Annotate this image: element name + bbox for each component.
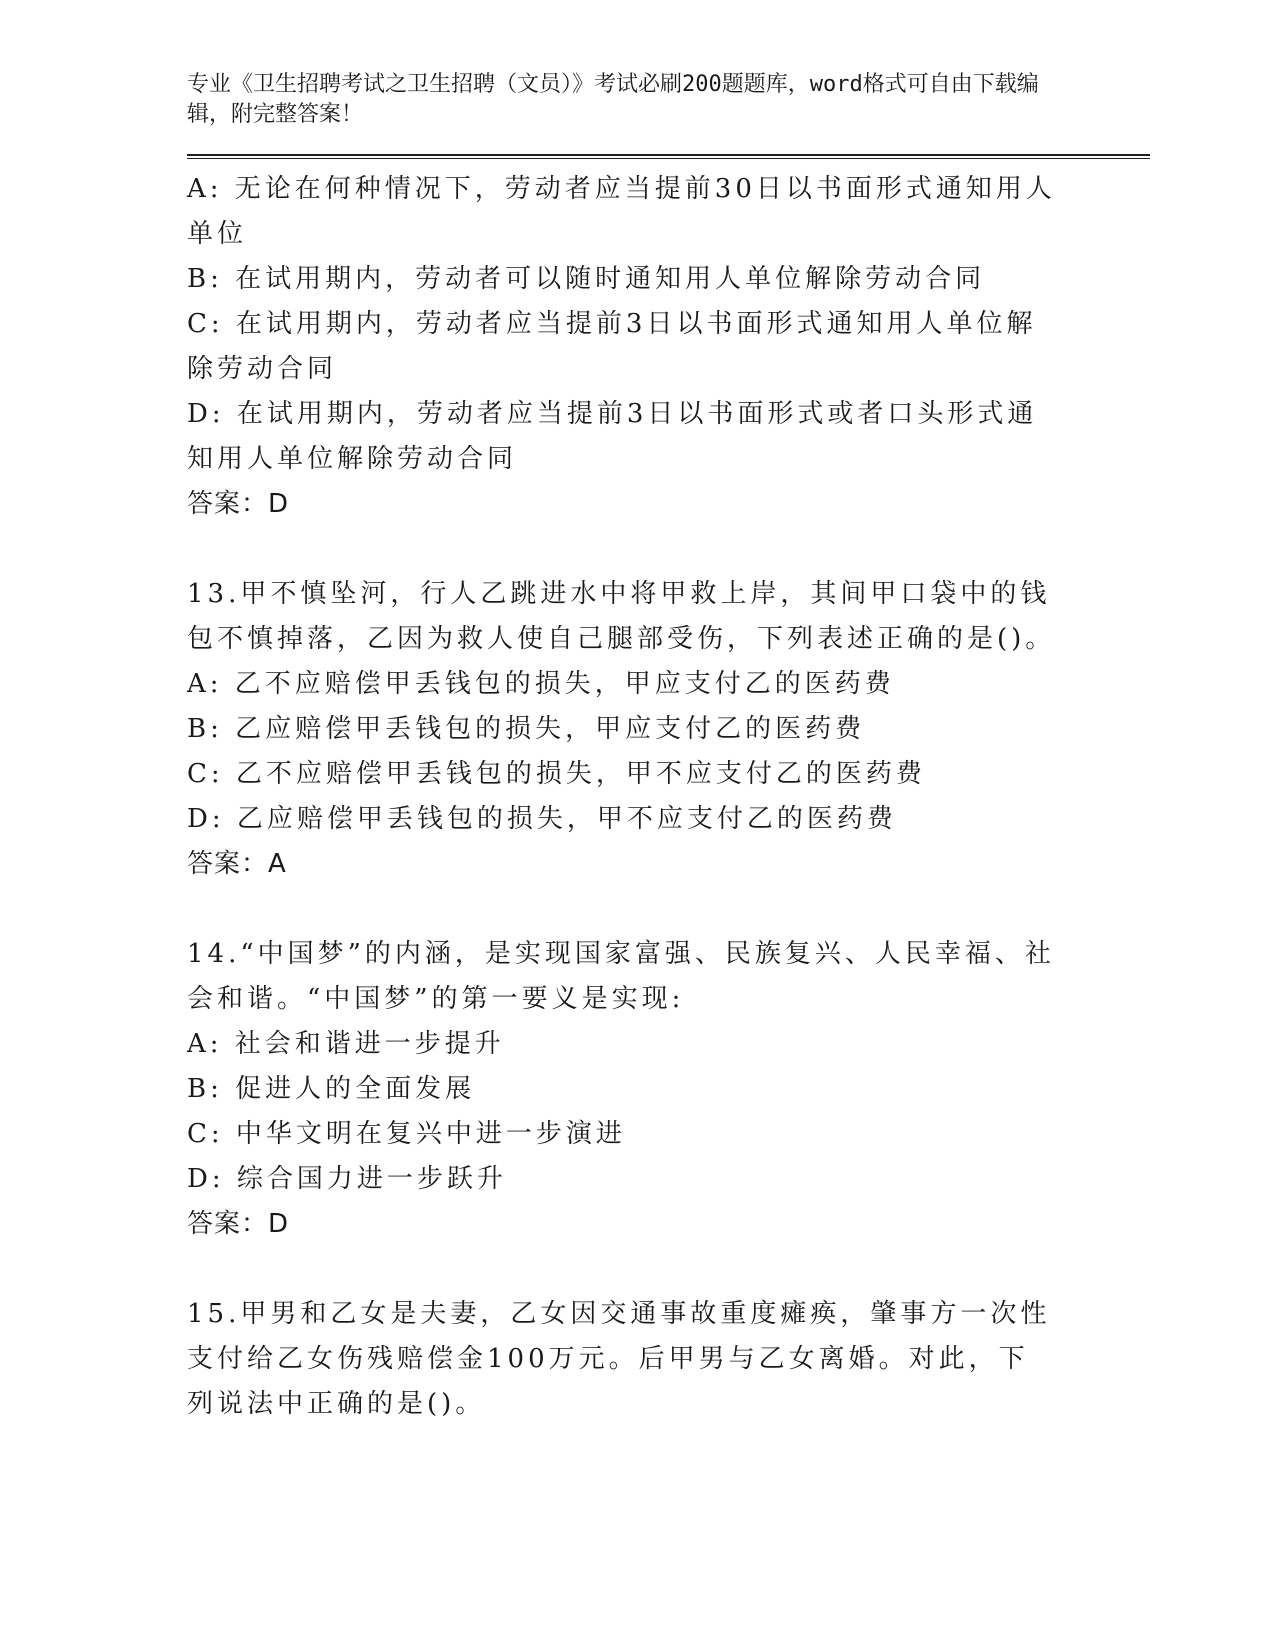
question-text: 13.甲不慎坠河，行人乙跳进水中将甲救上岸，其间甲口袋中的钱包不慎掉落，乙因为救人使自己腿部受伤，下列表述正确的是()。: [187, 579, 1056, 654]
question-13: [187, 572, 1057, 887]
answer: 答案：D: [187, 1209, 290, 1239]
question-14: [187, 932, 1057, 1247]
spacer: [187, 527, 1057, 572]
option-c: C: 在试用期内，劳动者应当提前3日以书面形式通知用人单位解除劳动合同: [187, 309, 1037, 384]
option-a: A: 乙不应赔偿甲丢钱包的损失，甲应支付乙的医药费: [187, 669, 895, 699]
answer: 答案：A: [187, 849, 287, 879]
option-a: A: 社会和谐进一步提升: [187, 1029, 505, 1059]
option-b: B: 乙应赔偿甲丢钱包的损失，甲应支付乙的医药费: [187, 714, 866, 744]
option-b: B: 在试用期内，劳动者可以随时通知用人单位解除劳动合同: [187, 264, 986, 294]
option-c: C: 中华文明在复兴中进一步演进: [187, 1119, 626, 1149]
question-12-tail: [187, 167, 1057, 527]
document-body: [187, 167, 1057, 1427]
question-text: 15.甲男和乙女是夫妻，乙女因交通事故重度瘫痪，肇事方一次性支付给乙女伤残赔偿金100万元。后甲男与乙女离婚。对此，下列说法中正确的是()。: [187, 1299, 1051, 1419]
option-d: D: 在试用期内，劳动者应当提前3日以书面形式或者口头形式通知用人单位解除劳动合同: [187, 399, 1038, 474]
spacer: [187, 887, 1057, 932]
document-page: [187, 70, 1147, 1427]
header-divider: [187, 154, 1150, 159]
question-text: 14.“中国梦”的内涵，是实现国家富强、民族复兴、人民幸福、社会和谐。“中国梦”的第一要义是实现:: [187, 939, 1055, 1014]
answer: 答案：D: [187, 489, 290, 519]
option-b: B: 促进人的全面发展: [187, 1074, 476, 1104]
option-d: D: 乙应赔偿甲丢钱包的损失，甲不应支付乙的医药费: [187, 804, 897, 834]
question-15: [187, 1292, 1057, 1427]
document-header: 专业《卫生招聘考试之卫生招聘（文员）》考试必刷200题题库，word格式可自由下载编辑，附完整答案！: [187, 72, 1039, 127]
option-d: D: 综合国力进一步跃升: [187, 1164, 507, 1194]
spacer: [187, 1247, 1057, 1292]
option-c: C: 乙不应赔偿甲丢钱包的损失，甲不应支付乙的医药费: [187, 759, 926, 789]
option-a: A: 无论在何种情况下，劳动者应当提前30日以书面形式通知用人单位: [187, 174, 1056, 249]
